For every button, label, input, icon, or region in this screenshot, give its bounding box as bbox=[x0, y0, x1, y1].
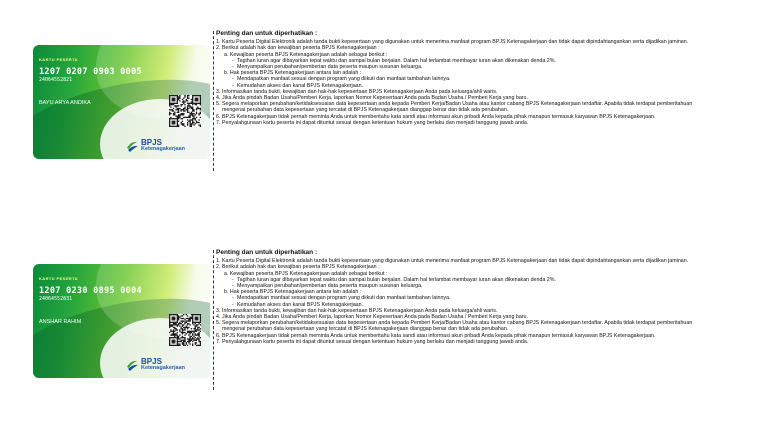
terms-section bbox=[216, 31, 696, 126]
terms-item: 5. Segera melaporkan perubahan/ketidaksesuaian data kepesertaan anda kepada Pemberi Kerja/Badan Usaha atau kantor cabang BPJS Ketenagakerjaan terdaftar. Apabila tidak terdapat pemberitahuan mengenai perubahan data kepesertaan yang tercatat di BPJS Ketenagakerjaan dianggap benar dan tidak ada perubahan. bbox=[216, 101, 693, 114]
terms-subitem: b. Hak peserta BPJS Ketenagakerjaan antara lain adalah : bbox=[224, 289, 362, 296]
terms-item: 6. BPJS Ketenagakerjaan tidak pernah meminta Anda untuk memberitahu kata sandi atau informasi akun pribadi Anda kepada pihak manapun termasuk karyawan BPJS Ketenagakerjaan. bbox=[216, 113, 656, 120]
terms-item: 5. Segera melaporkan perubahan/ketidaksesuaian data kepesertaan anda kepada Pemberi Kerja/Badan Usaha atau kantor cabang BPJS Ketenagakerjaan terdaftar. Apabila tidak terdapat pemberitahuan mengenai perubahan data kepesertaan yang tercatat di BPJS Ketenagakerjaan dianggap benar dan tidak ada perubahan. bbox=[216, 320, 693, 333]
terms-item: 4. Jika Anda pindah Badan Usaha/Pemberi Kerja, laporkan Nomor Kepesertaan Anda pada Badan Usaha / Pemberi Kerja yang baru. bbox=[216, 314, 528, 321]
terms-item: 3. Informasikan tanda bukti, kewajiban dan hak-hak kepesertaan BPJS Ketenagakerjaan Anda pada keluarga/ahli waris. bbox=[216, 88, 498, 95]
terms-heading: Penting dan untuk diperhatikan : bbox=[216, 249, 318, 256]
bpjs-logo bbox=[125, 358, 185, 372]
terms-item: 2. Berikut adalah hak dan kewajiban peserta BPJS Ketenagakerjaan : bbox=[216, 264, 380, 271]
terms-item: 3. Informasikan tanda bukti, kewajiban dan hak-hak kepesertaan BPJS Ketenagakerjaan Anda pada keluarga/ahli waris. bbox=[216, 307, 498, 314]
terms-item: 7. Penyalahgunaan kartu peserta ini dapat dituntut sesuai dengan ketentuan hukum yang berlaku dan menjadi tanggung jawab anda. bbox=[216, 119, 529, 126]
terms-item: 1. Kartu Peserta Digital Elektronik adalah tanda bukti kepesertaan yang digunakan untuk menerima manfaat program BPJS Ketenagakerjaan dan tidak dapat dipindahtangankan serta dijadikan jaminan. bbox=[216, 39, 689, 46]
terms-dash-item: - Kemudahan akses dan kanal BPJS Ketenagakerjaan. bbox=[232, 82, 364, 89]
logo-brand: BPJS bbox=[141, 357, 162, 367]
bpjs-logo-icon bbox=[125, 358, 139, 372]
divider bbox=[213, 250, 214, 390]
terms-subitem: a. Kewajiban peserta BPJS Ketenagakerjaan adalah sebagai berikut : bbox=[224, 51, 388, 58]
terms-item: 6. BPJS Ketenagakerjaan tidak pernah meminta Anda untuk memberitahu kata sandi atau informasi akun pribadi Anda kepada pihak manapun termasuk karyawan BPJS Ketenagakerjaan. bbox=[216, 332, 656, 339]
terms-dash-item: - Mendapatkan manfaat sesuai dengan program yang diikuti dan manfaat tambahan lainnya. bbox=[232, 76, 451, 83]
terms-heading: Penting dan untuk diperhatikan : bbox=[216, 30, 318, 37]
divider bbox=[213, 31, 214, 171]
card-label: KARTU PESERTA bbox=[39, 57, 78, 62]
terms-dash-item: - Tagihan iuran agar dibayarkan tepat waktu dan sampai bulan berjalan. Dalam hal terlambat membayar iuran akan dikenakan denda 2%. bbox=[232, 57, 556, 64]
bpjs-logo-icon bbox=[125, 139, 139, 153]
member-card bbox=[33, 264, 210, 378]
terms-dash-item: - Kemudahan akses dan kanal BPJS Ketenagakerjaan. bbox=[232, 301, 364, 308]
member-card-block-1 bbox=[0, 25, 768, 200]
qr-code-icon bbox=[169, 95, 201, 127]
member-card-block-2 bbox=[0, 244, 768, 419]
logo-sub: Ketenagakerjaan bbox=[141, 146, 186, 153]
terms-section bbox=[216, 250, 696, 345]
terms-subitem: a. Kewajiban peserta BPJS Ketenagakerjaan adalah sebagai berikut : bbox=[224, 270, 388, 277]
member-number: 24064552831 bbox=[39, 296, 73, 302]
holder-name: BAYU ARYA ANDIKA bbox=[39, 100, 91, 106]
terms-subitem: b. Hak peserta BPJS Ketenagakerjaan antara lain adalah : bbox=[224, 70, 362, 77]
terms-item: 1. Kartu Peserta Digital Elektronik adalah tanda bukti kepesertaan yang digunakan untuk menerima manfaat program BPJS Ketenagakerjaan dan tidak dapat dipindahtangankan serta dijadikan jaminan. bbox=[216, 258, 689, 265]
bpjs-logo bbox=[125, 139, 185, 153]
terms-item: 2. Berikut adalah hak dan kewajiban peserta BPJS Ketenagakerjaan : bbox=[216, 45, 380, 52]
terms-item: 4. Jika Anda pindah Badan Usaha/Pemberi Kerja, laporkan Nomor Kepesertaan Anda pada Badan Usaha / Pemberi Kerja yang baru. bbox=[216, 95, 528, 102]
logo-sub: Ketenagakerjaan bbox=[141, 365, 186, 372]
terms-dash-item: - Menyampaikan perubahan/pemberian data peserta maupun susunan keluarga. bbox=[232, 283, 423, 290]
member-card bbox=[33, 45, 210, 159]
card-label: KARTU PESERTA bbox=[39, 276, 78, 281]
terms-dash-item: - Menyampaikan perubahan/pemberian data peserta maupun susunan keluarga. bbox=[232, 64, 423, 71]
qr-code-icon bbox=[169, 314, 201, 346]
logo-brand: BPJS bbox=[141, 138, 162, 148]
terms-dash-item: - Tagihan iuran agar dibayarkan tepat waktu dan sampai bulan berjalan. Dalam hal terlambat membayar iuran akan dikenakan denda 2%. bbox=[232, 276, 556, 283]
terms-item: 7. Penyalahgunaan kartu peserta ini dapat dituntut sesuai dengan ketentuan hukum yang berlaku dan menjadi tanggung jawab anda. bbox=[216, 338, 529, 345]
card-number: 1207 0207 0903 0005 bbox=[39, 67, 142, 77]
card-number: 1207 0230 0895 0004 bbox=[39, 286, 142, 296]
member-number: 24064552821 bbox=[39, 77, 73, 83]
terms-dash-item: - Mendapatkan manfaat sesuai dengan program yang diikuti dan manfaat tambahan lainnya. bbox=[232, 295, 451, 302]
holder-name: ANSHAR RAHIM bbox=[39, 319, 82, 325]
